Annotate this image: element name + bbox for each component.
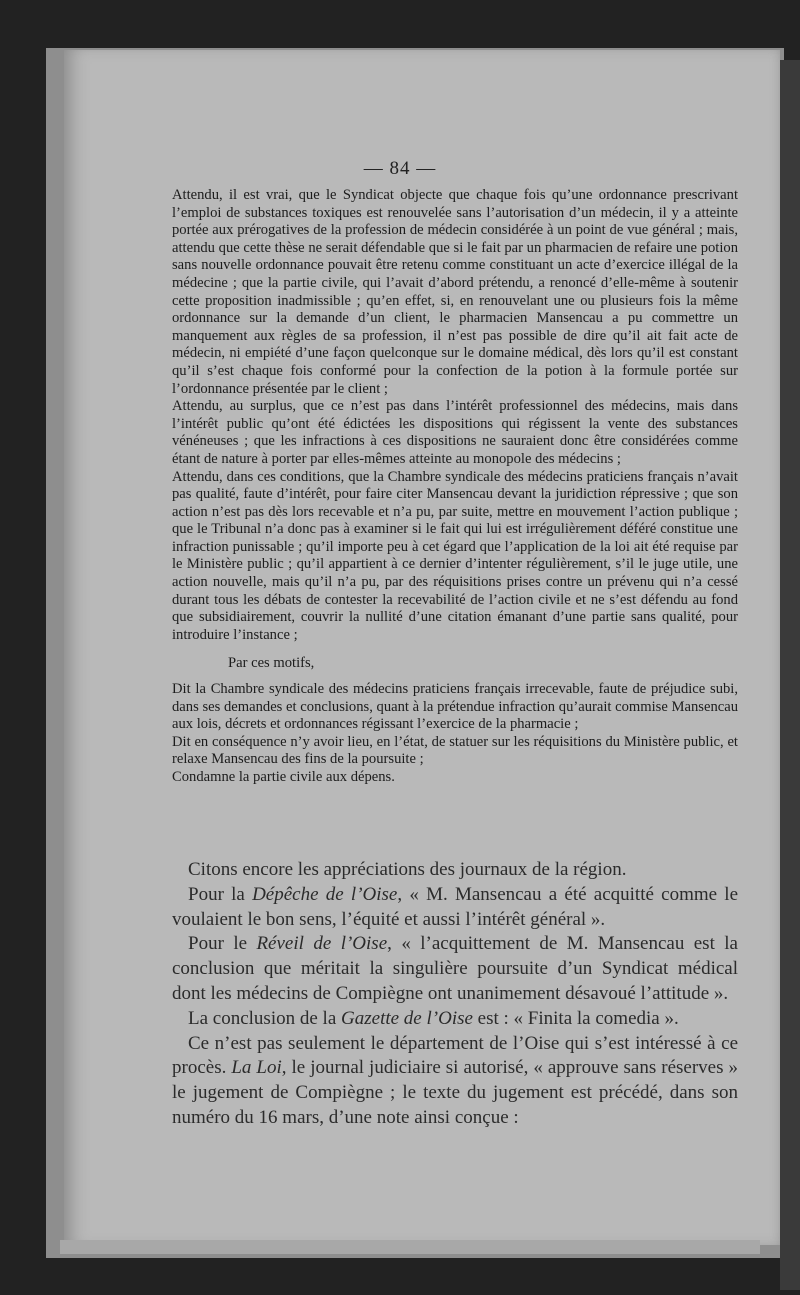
judgment-text <box>172 187 738 787</box>
judgment-paragraph: Condamne la partie civile aux dépens. <box>172 769 395 785</box>
page-number: — 84 — <box>363 158 437 179</box>
judgment-paragraph: Attendu, dans ces conditions, que la Chambre syndicale des médecins praticiens français n’avait pas qualité, faute d’intérêt, pour faire citer Mansencau devant la juridiction répressive ; que son action n’est pas dès lors recevable et n’a pu, par suite, mettre en mouvement l’action publique ; que le Tribunal n’a donc pas à examiner si le fait qui lui est irrégulièrement déféré constitue une infraction punissable ; qu’il importe peu à cet égard que l’application de la loi ait été requise par le Ministère public ; qu’il appartient à ce dernier d’intenter régulièrement, s’il le juge utile, une action nouvelle, mais qu’il n’a pu, par des réquisitions prises contre un prévenu qui n’a cessé durant tous les débats de contester la recevabilité de l’action civile et ne s’est défendu au fond que subsidiairement, couvrir la nullité d’une citation émanant d’une partie sans qualité, pour introduire l’instance ; <box>172 468 738 643</box>
commentary-paragraph: Citons encore les appréciations des journaux de la région. <box>188 859 627 880</box>
newspaper-title: Dépêche de l’Oise <box>252 883 398 905</box>
commentary-paragraph <box>172 1032 738 1131</box>
commentary-text-span: Pour la <box>188 883 253 905</box>
commentary-text-span: est : « Finita la comedia ». <box>472 1007 679 1029</box>
newspaper-title: Réveil de l’Oise <box>256 933 388 955</box>
page-bottom-edge <box>60 1240 760 1254</box>
commentary-text-span: , « M. Mansencau a été acquitté comme le voulaient le bon sens, l’équité et aussi l’intérêt général ». <box>172 883 739 930</box>
newspaper-title: La Loi <box>231 1057 282 1079</box>
judgment-paragraph: Attendu, il est vrai, que le Syndicat objecte que chaque fois qu’une ordonnance prescrivant l’emploi de substances toxiques est renouvelée sans l’autorisation d’un médecin, il y a atteinte portée aux prérogatives de la profession de médecin considérée à un point de vue général ; mais, attendu que cette thèse ne serait défendable que si le fait par un pharmacien de refaire une potion sans nouvelle ordonnance pouvait être retenu comme constituant un acte d’exercice illégal de la médecine ; que la partie civile, qui l’avait d’abord prétendu, a renoncé d’elle-même à soutenir cette proposition inadmissible ; qu’en effet, si, en renouvelant une ou plusieurs fois la même ordonnance sur la demande d’un client, le pharmacien Mansencau a pu commettre un manquement aux règles de sa profession, il n’est pas possible de dire qu’il ait fait acte de médecin, ni empiété d’une façon quelconque sur le domaine médical, dès lors qu’il est constant qu’il s’est chaque fois conformé pour la confection de la potion à la formule portée sur l’ordonnance présentée par le client ; <box>172 187 738 397</box>
commentary-text-span: La conclusion de la <box>188 1007 342 1029</box>
commentary-paragraph <box>172 883 738 933</box>
judgment-paragraph: Dit en conséquence n’y avoir lieu, en l’état, de statuer sur les réquisitions du Ministère public, et relaxe Mansencau des fins de la poursuite ; <box>172 733 738 768</box>
commentary-text-span: , « l’acquittement de M. Mansencau est la conclusion que méritait la singulière poursuite d’un Syndicat médical dont les médecins de Compiègne ont unanimement désavoué l’attitude ». <box>172 933 738 1004</box>
judgment-paragraph: Dit la Chambre syndicale des médecins praticiens français irrecevable, faute de préjudice subi, dans ses demandes et conclusions, quant à la prétendue infraction qu’aurait commise Mansencau aux lois, décrets et ordonnances régissant l’exercice de la pharmacie ; <box>172 681 738 733</box>
newspaper-title: Gazette de l’Oise <box>341 1007 473 1029</box>
commentary-paragraph <box>172 932 738 1006</box>
commentary-text-span: Ce n’est pas seulement le département de l’Oise qui s’est intéressé à ce procès. <box>172 1032 738 1079</box>
page-stack-edge <box>780 60 800 1290</box>
commentary-text-span: Pour le <box>188 933 257 955</box>
commentary-text <box>172 858 738 1131</box>
commentary-text-span: , le journal judiciaire si autorisé, « approuve sans réserves » le jugement de Compiègne ; le texte du jugement est précédé, dans son numéro du 16 mars, d’une note ainsi conçue : <box>172 1057 738 1128</box>
motifs-heading: Par ces motifs, <box>228 655 315 672</box>
judgment-paragraph: Attendu, au surplus, que ce n’est pas dans l’intérêt professionnel des médecins, mais dans l’intérêt public qu’ont été édictées les dispositions qui régissent la vente des substances vénéneuses ; que les infractions à ces dispositions ne sauraient donc être considérées comme étant de nature à porter par elles-mêmes atteinte au monopole des médecins ; <box>172 398 738 467</box>
commentary-paragraph <box>172 1007 738 1032</box>
